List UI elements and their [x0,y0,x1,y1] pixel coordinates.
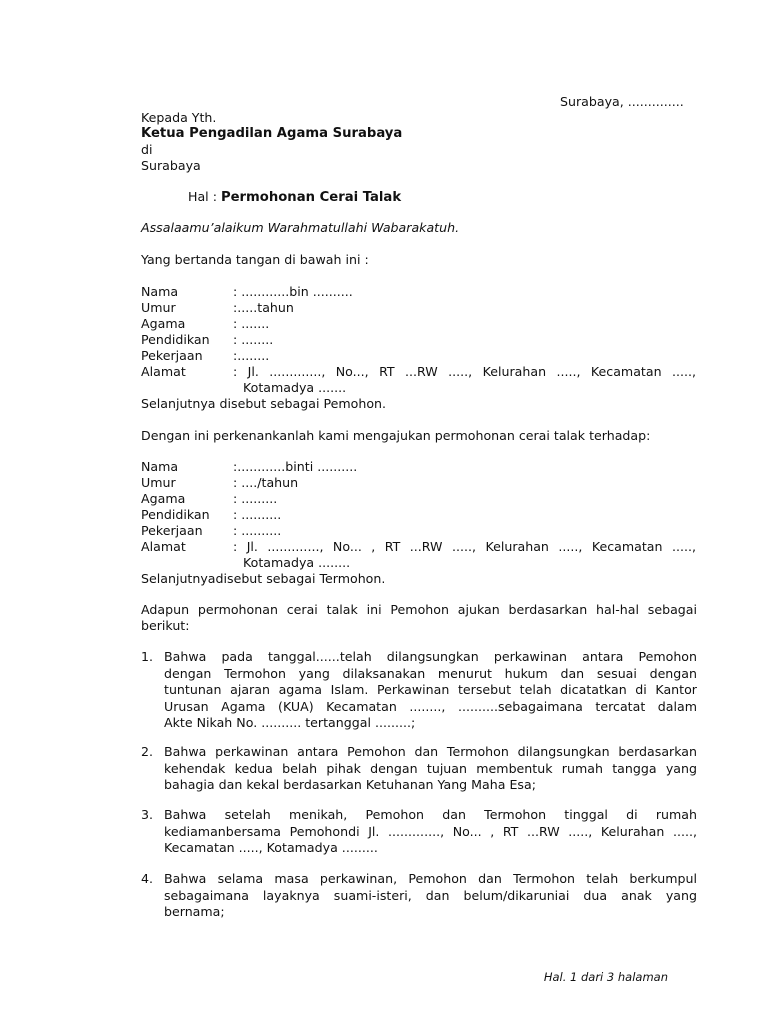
field-value: : .......... [233,507,282,522]
item-text [164,744,697,794]
field-label: Umur [141,300,176,315]
addressee-salutation: Kepada Yth. [141,110,217,125]
field-label: Alamat [141,364,186,379]
field-value: : Jl. ............., No... , RT ...RW ....., Kelurahan ....., Kecamatan ....., [233,539,696,554]
respondent-row-occupation [141,523,696,539]
field-value: : .......... [233,523,282,538]
applicant-row-education [141,332,696,348]
field-label: Pendidikan [141,332,210,347]
item-text [164,871,697,921]
item-line: kediamanbersama Pemohondi Jl. ............., No... , RT ...RW ....., Kelurahan ....., [164,823,697,839]
applicant-closing: Selanjutnya disebut sebagai Pemohon. [141,396,387,411]
page-footer: Hal. 1 dari 3 halaman [543,970,668,984]
basis-line: Adapun permohonan cerai talak ini Pemohon ajukan berdasarkan hal-hal sebagai [141,602,697,617]
statement-text: Dengan ini perkenankanlah kami mengajukan permohonan cerai talak terhadap: [141,428,651,443]
greeting: Assalaamu’alaikum Warahmatullahi Wabarakatuh. [141,220,460,235]
field-value: : ..../tahun [233,475,299,490]
field-value: : ....... [233,316,270,331]
field-label: Pekerjaan [141,348,203,363]
item-line: Akte Nikah No. .......... tertanggal .........; [164,715,416,730]
item-line: Kecamatan ....., Kotamadya ......... [164,840,378,855]
respondent-row-age [141,475,696,491]
recipient-city: Surabaya [141,158,201,173]
field-value: :.....tahun [233,300,294,315]
field-value: : ............bin .......... [233,284,353,299]
applicant-row-address [141,364,696,396]
respondent-row-address [141,539,696,571]
subject-line [188,189,401,206]
item-text [164,649,697,732]
field-label: Agama [141,491,186,506]
item-number: 4. [141,871,154,886]
subject-label: Hal : [188,189,221,204]
applicant-row-religion [141,316,696,332]
field-label: Nama [141,459,179,474]
respondent-row-religion [141,491,696,507]
item-number: 3. [141,807,154,822]
respondent-row-education [141,507,696,523]
intro-text: Yang bertanda tangan di bawah ini : [141,252,369,267]
item-line: Bahwa pada tanggal......telah dilangsungkan perkawinan antara Pemohon [164,649,697,664]
item-line: bernama; [164,904,225,919]
item-line: tuntunan ajaran agama Islam. Perkawinan tersebut telah dicatatkan di Kantor [164,682,697,697]
item-line: Urusan Agama (KUA) Kecamatan ........, ..........sebagaimana tercatat dalam [164,698,697,714]
item-line: Bahwa setelah menikah, Pemohon dan Termohon tinggal di rumah [164,807,697,822]
field-value: :........ [233,348,270,363]
item-number: 2. [141,744,154,759]
applicant-row-age [141,300,696,316]
address-continuation: Kotamadya ........ [243,555,351,570]
field-label: Agama [141,316,186,331]
recipient-title: Ketua Pengadilan Agama Surabaya [141,126,403,141]
field-label: Umur [141,475,176,490]
field-value: : ........ [233,332,274,347]
field-value: : Jl. ............., No..., RT ...RW ....., Kelurahan ....., Kecamatan ....., [233,364,696,379]
basis-paragraph [141,602,697,634]
field-value: : ......... [233,491,278,506]
applicant-row-occupation [141,348,696,364]
subject-title: Permohonan Cerai Talak [220,190,402,205]
respondent-closing: Selanjutnyadisebut sebagai Termohon. [141,571,386,586]
field-label: Pekerjaan [141,523,203,538]
respondent-row-name [141,459,696,475]
applicant-row-name [141,284,696,300]
recipient-di: di [141,142,153,157]
field-label: Pendidikan [141,507,210,522]
item-line: Bahwa perkawinan antara Pemohon dan Termohon dilangsungkan berdasarkan [164,744,697,759]
basis-line: berikut: [141,618,190,633]
field-label: Nama [141,284,179,299]
item-line: sebagaimana layaknya suami-isteri, dan belum/dikaruniai dua anak yang [164,887,697,903]
item-text [164,807,697,857]
item-line: kehendak kedua belah pihak dengan tujuan membentuk rumah tangga yang [164,760,697,776]
place-date: Surabaya, .............. [560,94,684,109]
field-value: :............binti .......... [233,459,358,474]
item-line: Bahwa selama masa perkawinan, Pemohon dan Termohon telah berkumpul [164,871,697,886]
address-continuation: Kotamadya ....... [243,380,347,395]
item-line: bahagia dan kekal berdasarkan Ketuhanan Yang Maha Esa; [164,777,536,792]
field-label: Alamat [141,539,186,554]
item-number: 1. [141,649,154,664]
item-line: dengan Termohon yang dilaksanakan menurut hukum dan sesuai dengan [164,665,697,681]
